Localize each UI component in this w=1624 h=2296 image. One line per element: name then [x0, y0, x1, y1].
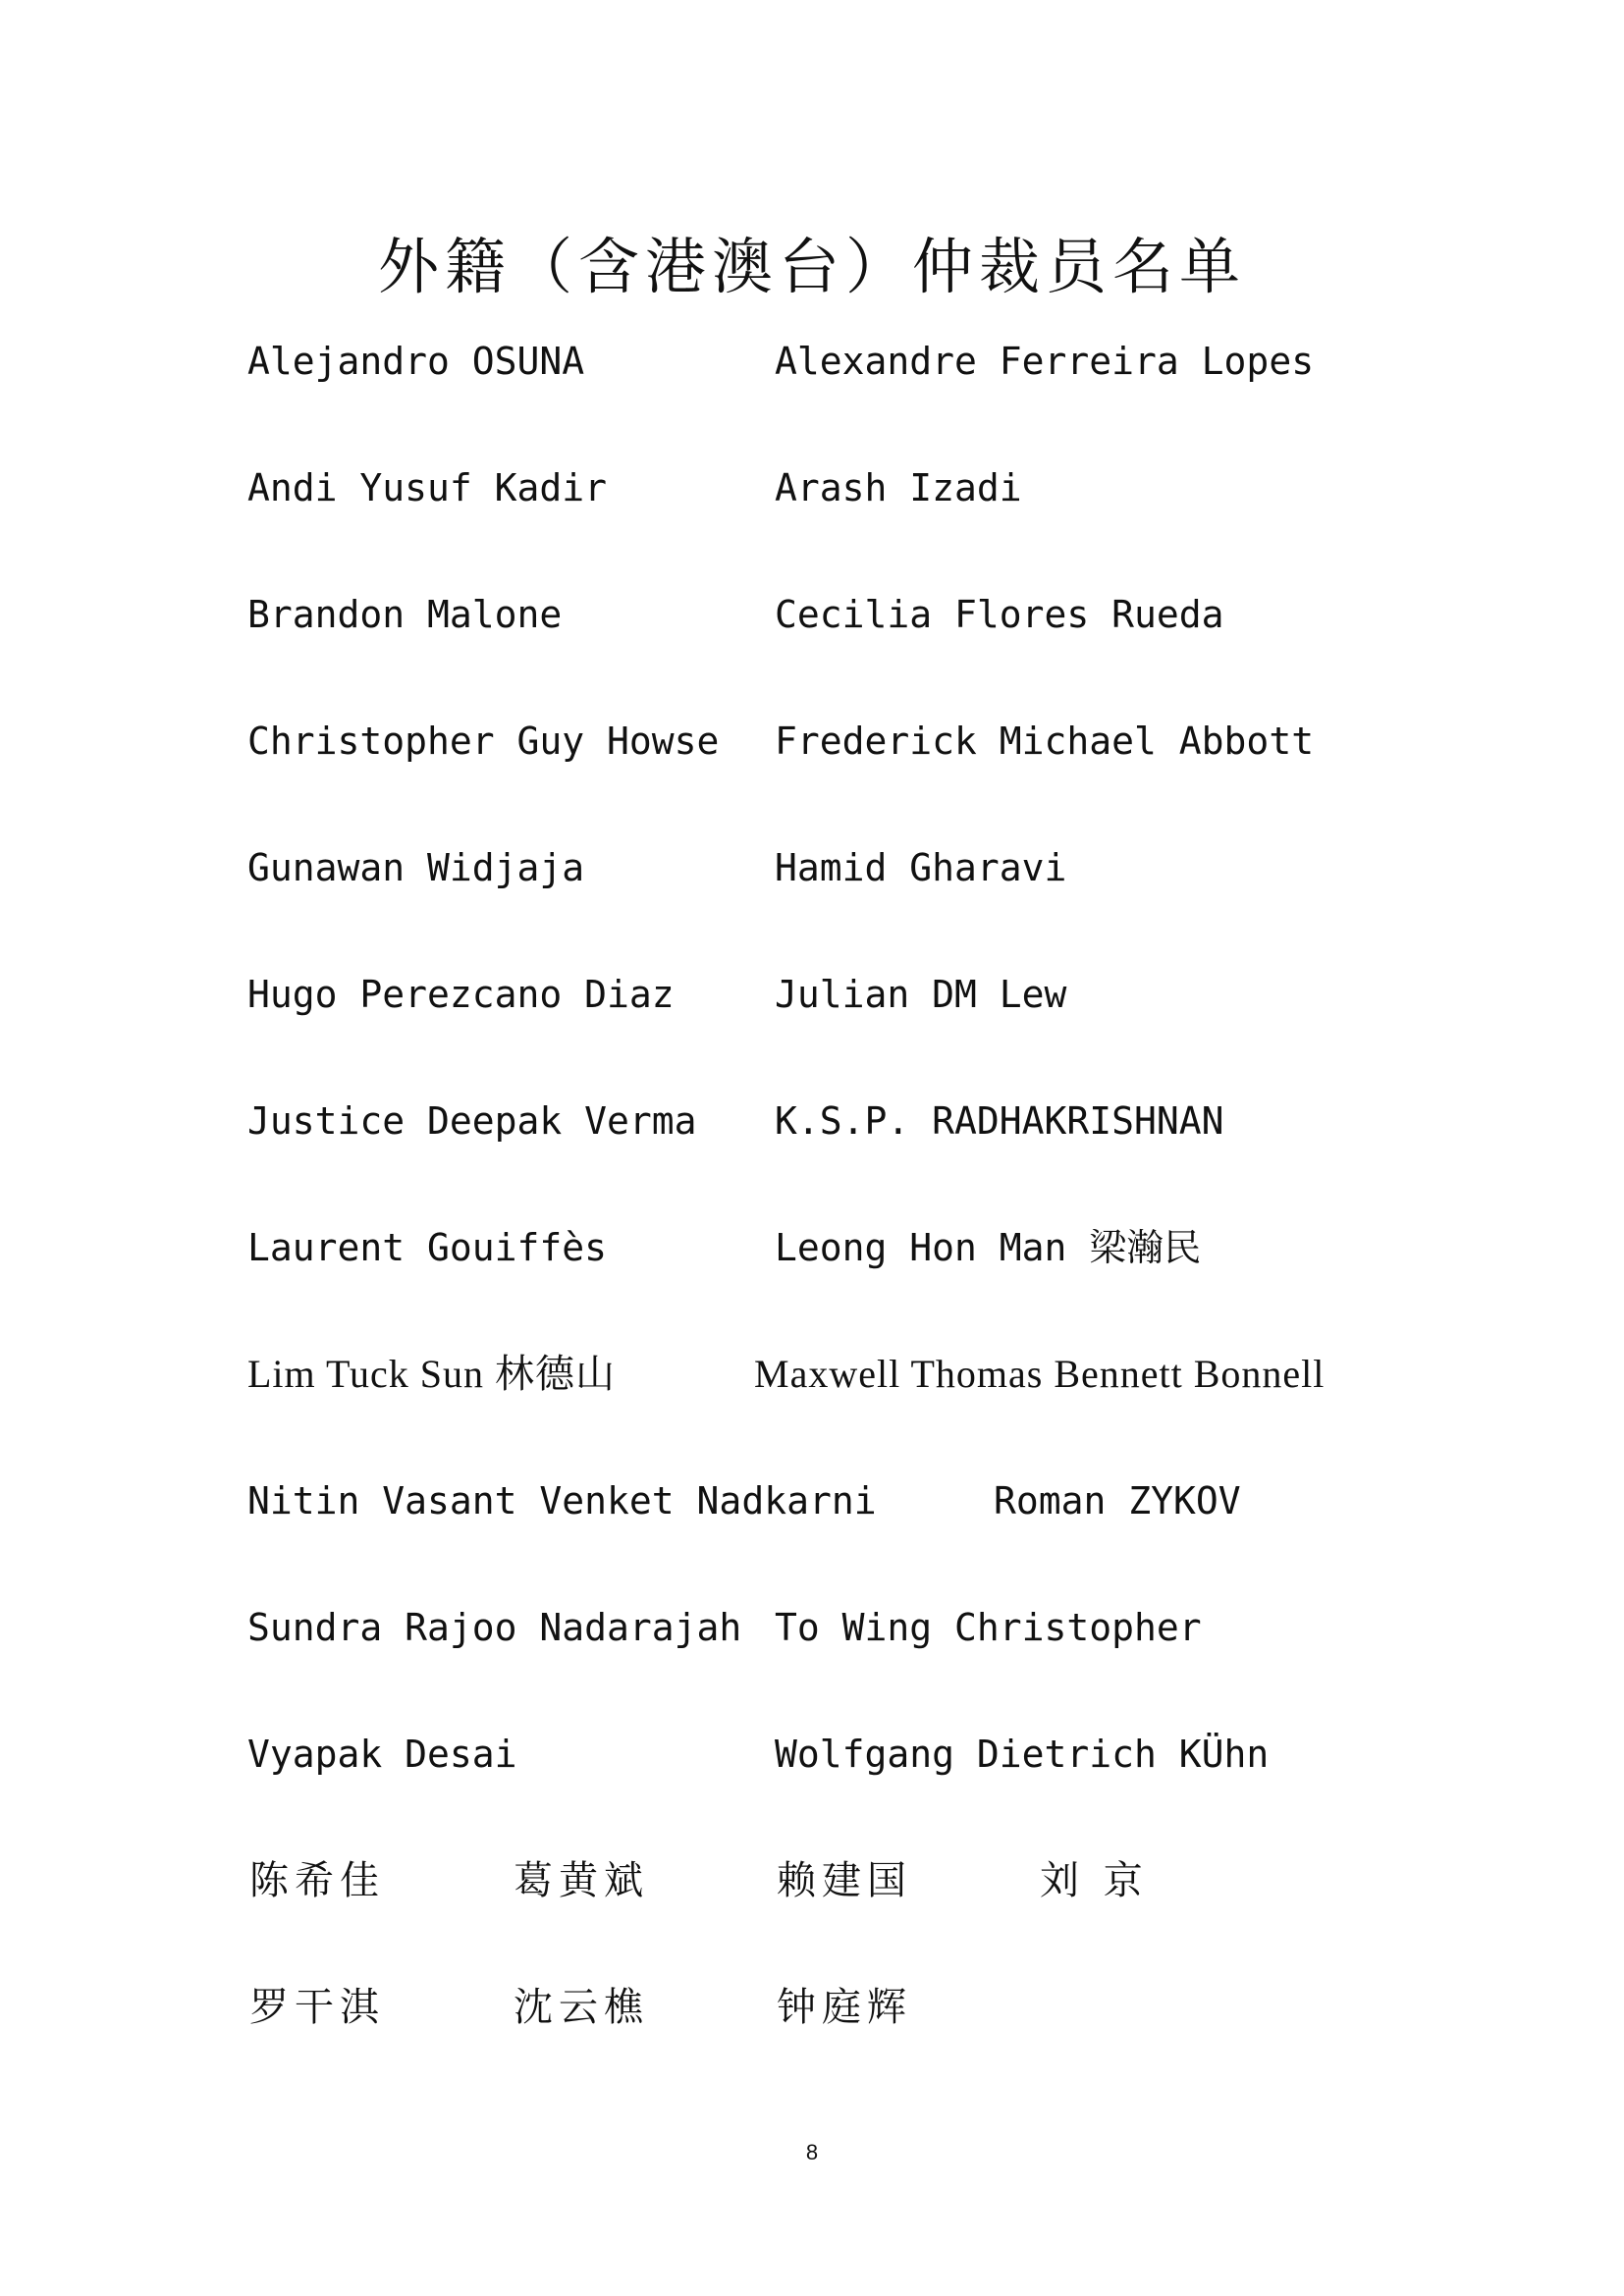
arbitrator-row: [0, 1471, 1624, 1530]
arbitrator-name: 赖建国: [777, 1858, 912, 1903]
arbitrator-name: Nitin Vasant Venket Nadkarni: [247, 1479, 877, 1522]
arbitrator-name: Julian DM Lew: [775, 973, 1067, 1016]
arbitrator-row: [0, 1092, 1624, 1150]
arbitrator-name: Hamid Gharavi: [775, 846, 1067, 889]
arbitrator-row: [0, 332, 1624, 391]
arbitrator-row: [0, 1598, 1624, 1657]
arbitrator-row: [0, 458, 1624, 517]
arbitrator-name: 葛黄斌: [514, 1858, 649, 1903]
arbitrator-name: Brandon Malone: [247, 593, 563, 636]
arbitrator-name: 刘 京: [1040, 1858, 1149, 1903]
arbitrator-name: 沈云樵: [514, 1985, 649, 2030]
arbitrator-name: Andi Yusuf Kadir: [247, 466, 608, 509]
arbitrator-row: [0, 838, 1624, 897]
arbitrator-row: [0, 1218, 1624, 1277]
arbitrator-name: K.S.P. RADHAKRISHNAN: [775, 1099, 1224, 1143]
arbitrator-row: [0, 712, 1624, 771]
arbitrator-name: Hugo Perezcano Diaz: [247, 973, 675, 1016]
arbitrator-name: Arash Izadi: [775, 466, 1022, 509]
page-number: 8: [805, 2140, 819, 2164]
arbitrator-name: Christopher Guy Howse: [247, 720, 720, 763]
chinese-names-row: [0, 1851, 1624, 1910]
arbitrator-row: [0, 1725, 1624, 1784]
arbitrator-name: Wolfgang Dietrich KÜhn: [775, 1733, 1270, 1776]
arbitrator-row: [0, 585, 1624, 644]
arbitrator-name: Cecilia Flores Rueda: [775, 593, 1224, 636]
arbitrator-row: [0, 965, 1624, 1024]
arbitrator-name: Frederick Michael Abbott: [775, 720, 1315, 763]
arbitrator-name: 钟庭辉: [777, 1985, 912, 2030]
arbitrator-name: Vyapak Desai: [247, 1733, 517, 1776]
arbitrator-name: Leong Hon Man 梁瀚民: [775, 1226, 1202, 1269]
arbitrator-name: Sundra Rajoo Nadarajah: [247, 1606, 742, 1649]
arbitrator-row: [0, 1345, 1624, 1404]
arbitrator-name: 罗干淇: [249, 1985, 385, 2030]
arbitrator-name: 陈希佳: [249, 1858, 385, 1903]
arbitrator-name: To Wing Christopher: [775, 1606, 1202, 1649]
arbitrator-name: Laurent Gouiffès: [247, 1226, 608, 1269]
arbitrator-name: Alexandre Ferreira Lopes: [775, 340, 1315, 383]
arbitrator-name: Roman ZYKOV: [994, 1479, 1241, 1522]
arbitrator-name: Lim Tuck Sun 林德山: [247, 1352, 616, 1396]
arbitrator-name: Gunawan Widjaja: [247, 846, 585, 889]
arbitrator-name: Maxwell Thomas Bennett Bonnell: [754, 1352, 1326, 1396]
arbitrator-name: Alejandro OSUNA: [247, 340, 585, 383]
chinese-names-row: [0, 1978, 1624, 2037]
page-title: 外籍（含港澳台）仲裁员名单: [377, 230, 1246, 302]
arbitrator-name: Justice Deepak Verma: [247, 1099, 697, 1143]
